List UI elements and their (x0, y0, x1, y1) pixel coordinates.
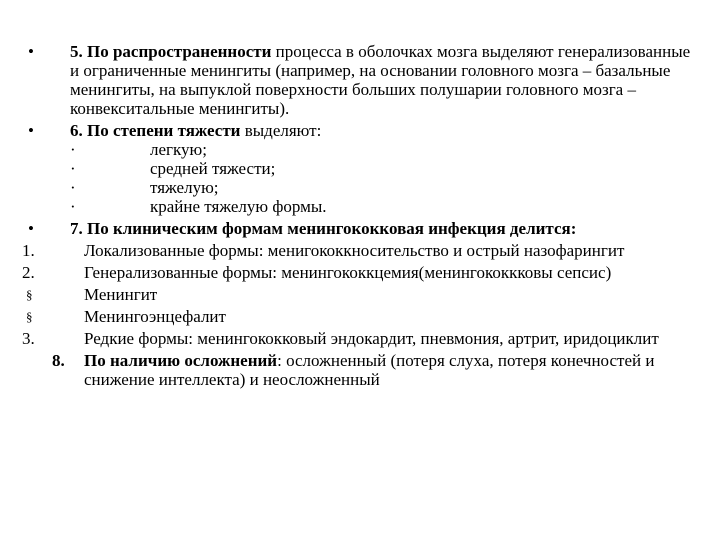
list-item (22, 351, 692, 389)
sub-bullet: · (70, 159, 76, 178)
sub-bullet: · (70, 197, 76, 216)
list-item (22, 121, 692, 140)
sub-list-item (22, 178, 692, 197)
content-list (22, 42, 692, 389)
list-item (22, 263, 692, 282)
bullet-marker: • (28, 42, 34, 61)
list-item-text (70, 42, 692, 118)
list-item (22, 329, 692, 348)
list-item (22, 241, 692, 260)
list-item-text (84, 351, 692, 389)
sub-item-text: тяжелую; (150, 178, 219, 197)
list-item-text (70, 219, 692, 238)
list-item-text: Менингит (84, 285, 158, 304)
number-marker: 1. (22, 241, 35, 260)
item-heading: По наличию осложнений (84, 351, 278, 370)
number-marker: 2. (22, 263, 35, 282)
number-marker: 8. (52, 351, 65, 370)
list-item (22, 42, 692, 118)
item-heading: 7. По клиническим формам менингококковая инфекция делится: (70, 219, 577, 238)
sub-list-item (22, 197, 692, 216)
list-item-text: Редкие формы: менингококковый эндокардит, пневмония, артрит, иридоциклит (84, 329, 659, 348)
list-item-text: Менингоэнцефалит (84, 307, 226, 326)
item-body: процесса в оболочках мозга выделяют генерализованные и ограниченные менингиты (например, на основании головного мозга – базальные менингиты, на выпуклой поверхности больших полушарии головного мозга – конвекситальные менингиты). (70, 42, 691, 118)
sub-list-item (22, 140, 692, 159)
item-heading: 5. По распространенности (70, 42, 272, 61)
list-item (22, 219, 692, 238)
sub-bullet: · (70, 178, 76, 197)
number-marker: 3. (22, 329, 35, 348)
list-item-text: Локализованные формы: менигококкносительство и острый назофарингит (84, 241, 625, 260)
item-body: : осложненный (потеря слуха, потеря конечностей и снижение интеллекта) и неосложненный (84, 351, 655, 389)
sub-item-text: крайне тяжелую формы. (150, 197, 327, 216)
list-item-text: Генерализованные формы: менингококкцемия(менингококкковы сепсис) (84, 263, 612, 282)
square-bullet-icon: § (26, 309, 33, 324)
list-item (22, 285, 692, 304)
sub-item-text: средней тяжести; (150, 159, 276, 178)
item-body: выделяют: (240, 121, 322, 140)
list-item (22, 307, 692, 326)
bullet-marker: • (28, 121, 34, 140)
sub-bullet: · (70, 140, 76, 159)
sub-list-item (22, 159, 692, 178)
square-bullet-icon: § (26, 287, 33, 302)
bullet-marker: • (28, 219, 34, 238)
item-heading: 6. По степени тяжести (70, 121, 241, 140)
list-item-text (70, 121, 692, 140)
sub-item-text: легкую; (150, 140, 207, 159)
